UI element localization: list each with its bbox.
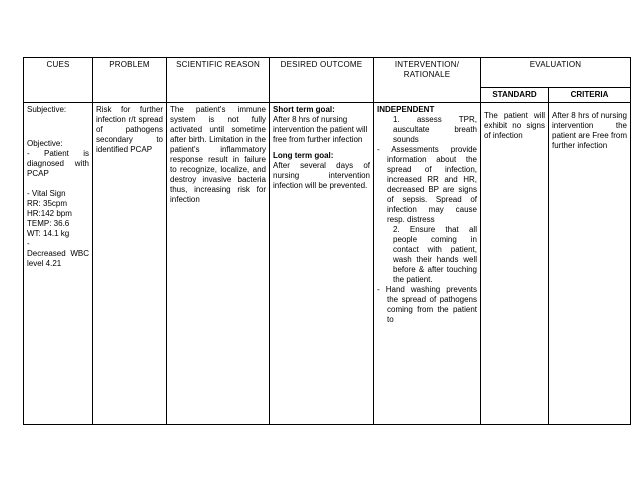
problem-text: Risk for further infection r/t spread of pathogens secondary to identified PCAP xyxy=(96,105,163,154)
scientific-reason-text: The patient's immune system is not fully activated until sometime after birth. Limitation in the patient's inflammatory response result in failure to recognize, localize, and destroy invasive bacteria thus, increasing risk for infection xyxy=(170,105,266,204)
subjective-label: Subjective: xyxy=(27,105,67,114)
header-standard: STANDARD xyxy=(481,88,549,103)
short-term-goal-text: After 8 hrs of nursing intervention the patient will free from further infection xyxy=(273,115,368,144)
wbc-text: Decreased WBC level 4.21 xyxy=(27,249,89,268)
criteria-text: After 8 hrs of nursing intervention the patient are Free from further infection xyxy=(552,111,627,150)
criteria-cell xyxy=(549,103,631,425)
vital-rr: RR: 35cpm xyxy=(27,199,68,208)
header-problem: PROBLEM xyxy=(93,58,167,103)
objective-text: - Patient is diagnosed with PCAP xyxy=(27,149,89,178)
standard-cell xyxy=(481,103,549,425)
intervention-cell xyxy=(374,103,481,425)
vital-hr: HR:142 bpm xyxy=(27,209,72,218)
wbc-dash: - xyxy=(27,239,30,248)
short-term-goal-label: Short term goal: xyxy=(273,105,335,114)
scientific-reason-cell xyxy=(167,103,270,425)
intervention-item-1: 1. assess TPR, auscultate breath sounds xyxy=(393,115,477,144)
standard-text: The patient will exhibit no signs of infection xyxy=(484,111,545,140)
header-criteria: CRITERIA xyxy=(549,88,631,103)
nursing-care-plan-table xyxy=(23,57,631,425)
header-desired-outcome: DESIRED OUTCOME xyxy=(270,58,374,103)
intervention-item-2-rationale: - Hand washing prevents the spread of pathogens coming from the patient to xyxy=(377,285,477,324)
vital-sign-label: - Vital Sign xyxy=(27,189,66,198)
header-cues: CUES xyxy=(24,58,93,103)
long-term-goal-text: After several days of nursing intervention infection will be prevented. xyxy=(273,161,370,190)
intervention-item-1-rationale: - Assessments provide information about the spread of infection, increased RR and HR, decreased BP are signs of sepsis. Spread of infection may cause resp. distress xyxy=(377,145,477,224)
vital-temp: TEMP: 36.6 xyxy=(27,219,70,228)
header-evaluation: EVALUATION xyxy=(481,58,631,88)
cues-cell xyxy=(24,103,93,425)
problem-cell xyxy=(93,103,167,425)
independent-label: INDEPENDENT xyxy=(377,105,435,114)
long-term-goal-label: Long term goal: xyxy=(273,151,334,160)
header-scientific-reason: SCIENTIFIC REASON xyxy=(167,58,270,103)
desired-outcome-cell xyxy=(270,103,374,425)
intervention-item-2: 2. Ensure that all people coming in contact with patient, wash their hands well before & after touching the patient. xyxy=(393,225,477,284)
vital-wt: WT: 14.1 kg xyxy=(27,229,70,238)
header-intervention-rationale: INTERVENTION/ RATIONALE xyxy=(374,58,481,103)
objective-label: Objective: xyxy=(27,139,63,148)
